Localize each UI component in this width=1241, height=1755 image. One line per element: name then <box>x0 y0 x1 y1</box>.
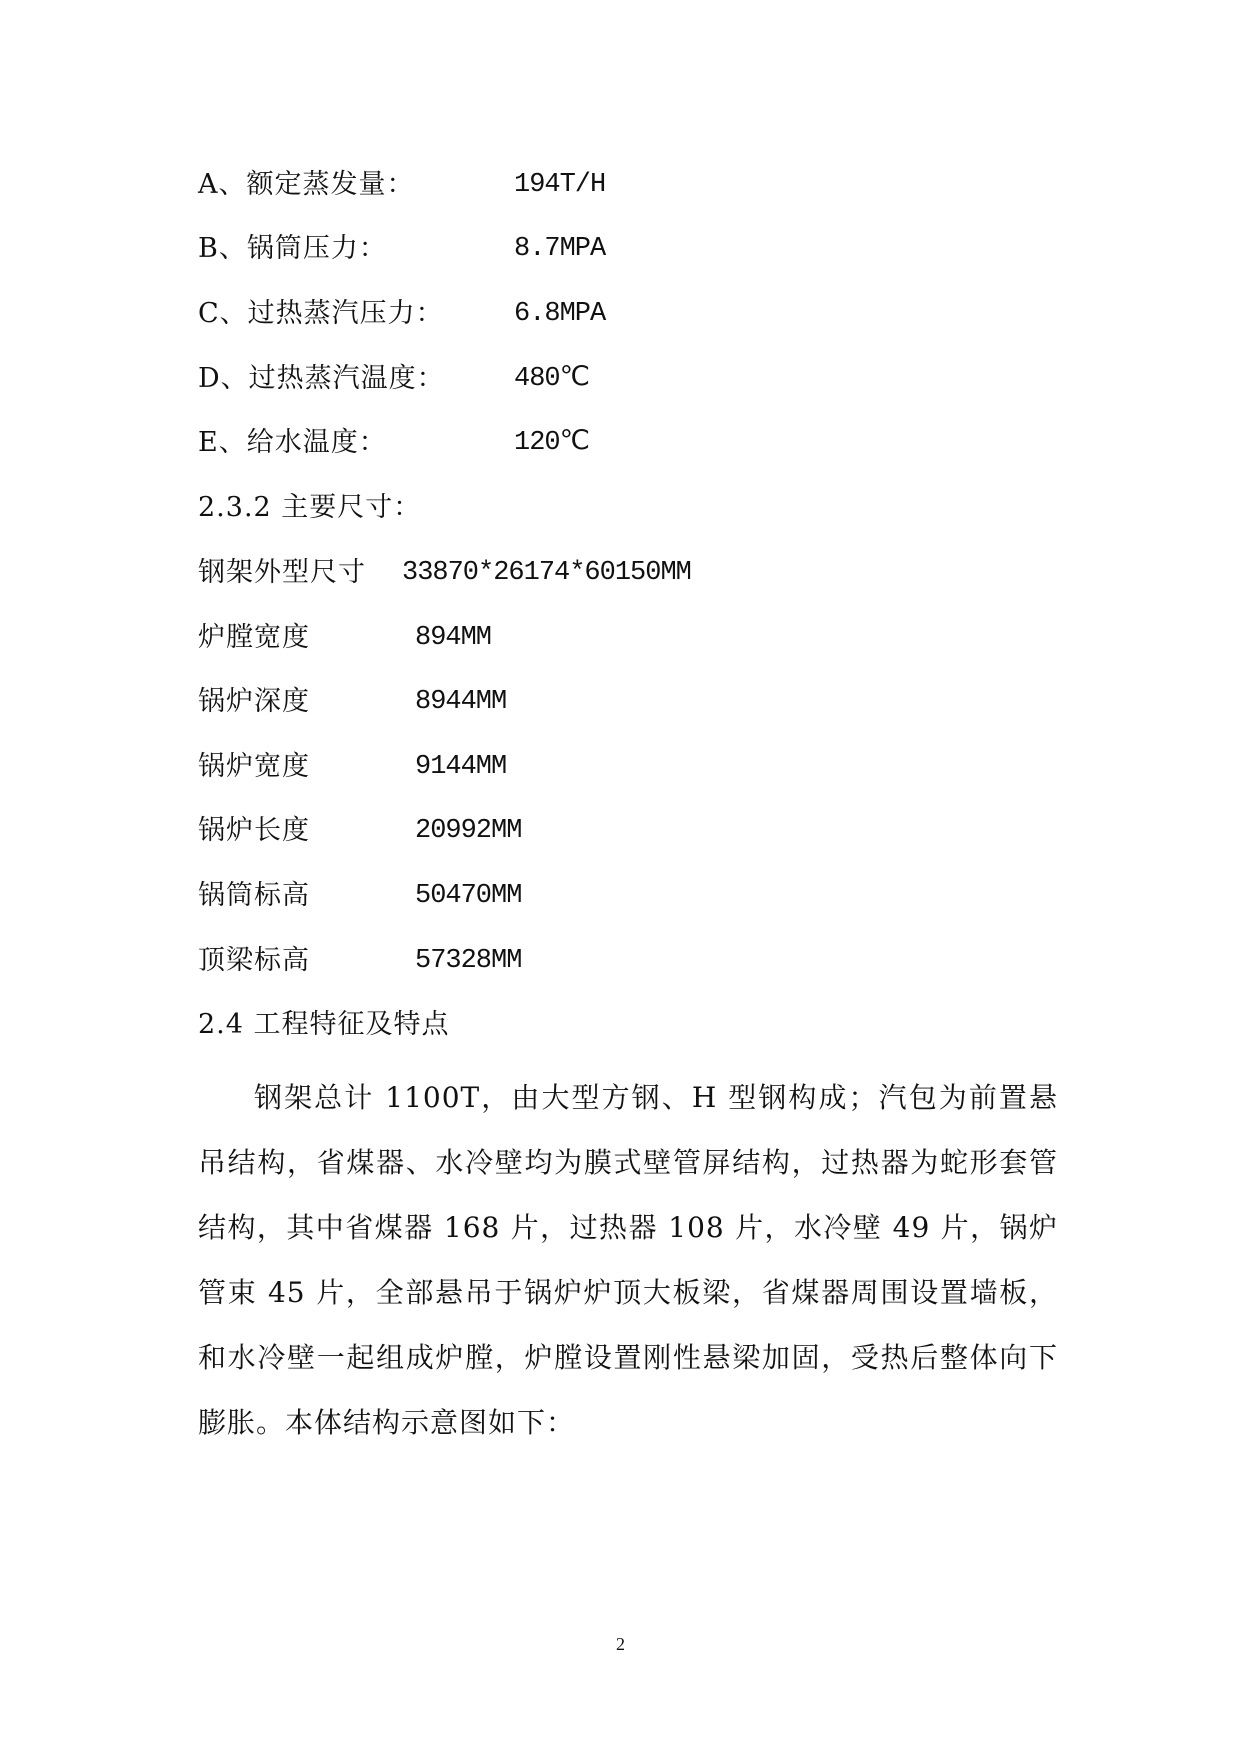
param-value: 8.7MPA <box>514 234 606 264</box>
dimension-label: 锅筒标高 <box>198 880 310 911</box>
dimension-label: 锅炉长度 <box>198 815 310 846</box>
dimension-value: 57328MM <box>415 946 522 976</box>
dimension-value: 9144MM <box>415 752 507 782</box>
dimension-label: 钢架外型尺寸 <box>198 557 366 588</box>
section-heading-24: 2.4 工程特征及特点 <box>198 1009 450 1040</box>
page-number: 2 <box>616 1634 625 1654</box>
dimension-label: 锅炉宽度 <box>198 751 310 782</box>
dimension-row <box>198 813 522 849</box>
param-value: 480℃ <box>514 364 589 394</box>
param-label: E、给水温度： <box>198 427 387 458</box>
param-row <box>198 425 589 461</box>
dimension-row <box>198 684 507 720</box>
param-value: 6.8MPA <box>514 299 606 329</box>
param-label: C、过热蒸汽压力： <box>198 298 444 329</box>
dimension-value: 50470MM <box>415 881 522 911</box>
param-value: 120℃ <box>514 428 589 458</box>
dimension-row <box>198 620 492 656</box>
dimension-label: 锅炉深度 <box>198 686 310 717</box>
dimension-value: 33870*26174*60150MM <box>402 558 691 588</box>
dimension-row <box>198 943 522 979</box>
dimension-value: 20992MM <box>415 816 522 846</box>
dimension-value: 8944MM <box>415 687 507 717</box>
dimension-label: 炉膛宽度 <box>198 622 310 653</box>
dimension-row <box>198 878 522 914</box>
dimension-row <box>198 749 507 785</box>
param-row <box>198 167 606 203</box>
param-row <box>198 296 606 332</box>
dimension-label: 顶梁标高 <box>198 945 310 976</box>
param-row <box>198 361 589 397</box>
section-heading-232: 2.3.2 主要尺寸： <box>198 492 422 523</box>
dimension-row <box>198 555 691 591</box>
param-value: 194T/H <box>514 170 606 200</box>
body-paragraph: 钢架总计 1100T，由大型方钢、H 型钢构成；汽包为前置悬吊结构，省煤器、水冷壁均为膜式壁管屏结构，过热器为蛇形套管结构，其中省煤器 168 片，过热器 108 片，水冷壁 49 片，锅炉管束 45 片，全部悬吊于锅炉炉顶大板梁，省煤器周围设置墙板，和水冷壁一起组成炉膛，炉膛设置刚性悬梁加固，受热后整体向下膨胀。本体结构示意图如下： <box>198 1081 1058 1439</box>
dimension-value: 894MM <box>415 623 492 653</box>
param-row <box>198 231 606 267</box>
param-label: A、额定蒸发量： <box>198 169 415 200</box>
param-label: B、锅筒压力： <box>198 233 387 264</box>
param-label: D、过热蒸汽温度： <box>198 363 445 394</box>
